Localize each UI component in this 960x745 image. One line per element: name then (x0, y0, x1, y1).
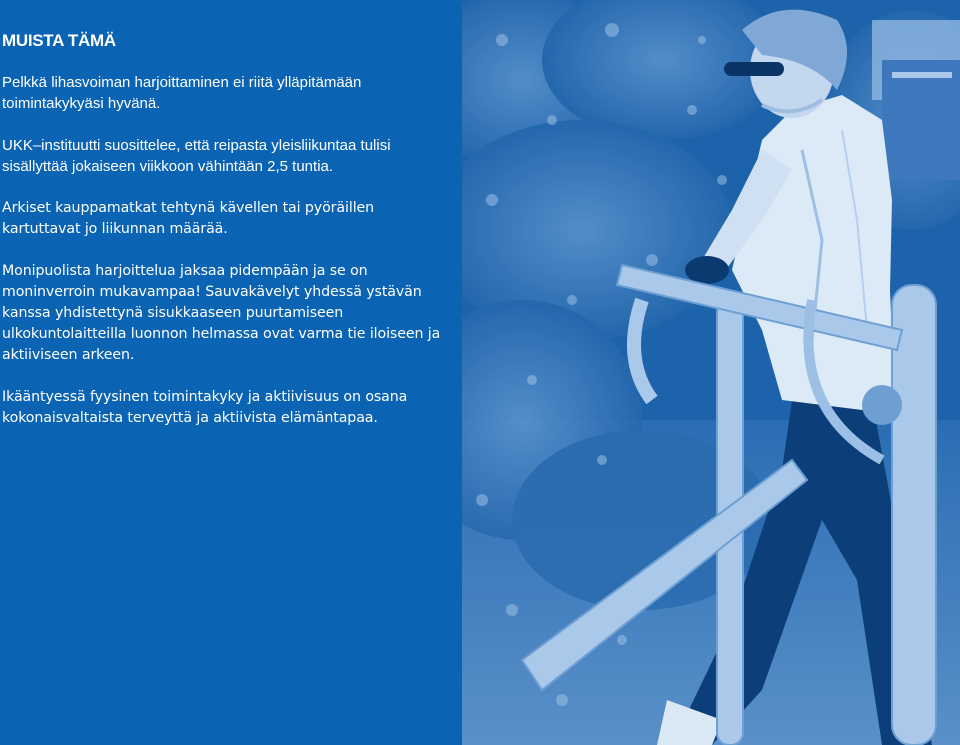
paragraph-1: Pelkkä lihasvoiman harjoittaminen ei riitä ylläpitämään toimintakykyäsi hyvänä. (2, 74, 362, 112)
paragraph-2: UKK–instituutti suosittelee, että reipasta yleisliikuntaa tulisi sisällyttää jokaiseen viikkoon vähintään 2,5 tuntia. (2, 137, 391, 175)
paragraph-3: Arkiset kauppamatkat tehtynä kävellen tai pyöräillen kartuttavat jo liikunnan määrää. (2, 200, 375, 237)
exercise-photo (462, 0, 960, 745)
paragraph-4: Monipuolista harjoittelua jaksaa pidempään ja se on moninverroin mukavampaa! Sauvakävelyt yhdessä ystävän kanssa yhdistettynä sisukkaaseen puurtamiseen ulkokuntolaitteilla luonnon helmassa ovat varma tie iloiseen ja aktiiviseen arkeen. (2, 263, 441, 363)
info-panel (0, 0, 462, 745)
paragraph-5: Ikääntyessä fyysinen toimintakyky ja aktiivisuus on osana kokonaisvaltaista terveyttä ja aktiivista elämäntapaa. (2, 389, 408, 426)
panel-heading: MUISTA TÄMÄ (2, 31, 116, 50)
sunglasses (724, 62, 784, 76)
